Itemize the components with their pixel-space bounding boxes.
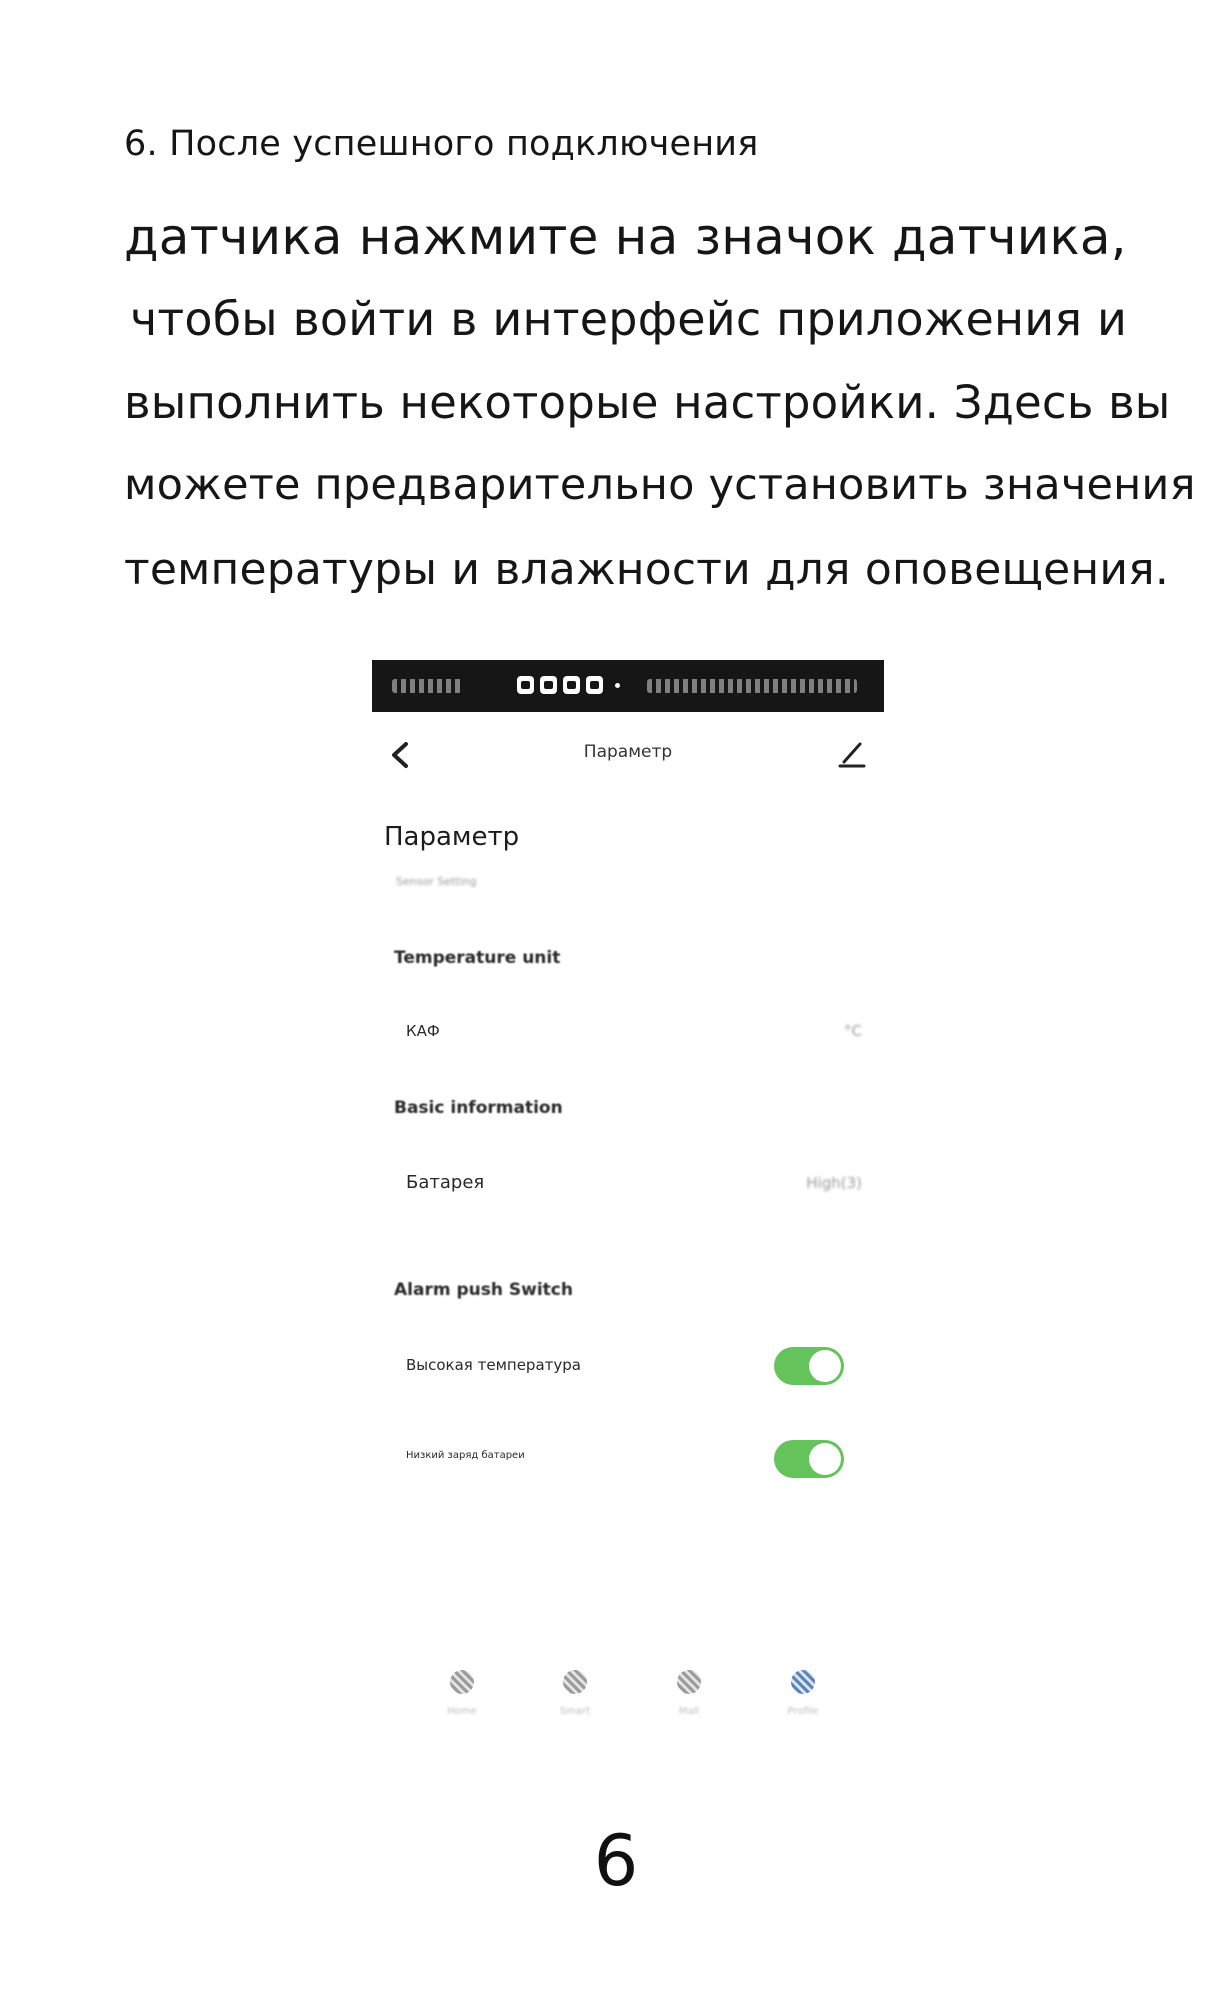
page-subtitle: Sensor Setting [396, 875, 477, 888]
section-title-alarm-push-switch: Alarm push Switch [394, 1280, 573, 1300]
page-title: Параметр [384, 822, 520, 852]
battery-label: Батарея [406, 1172, 485, 1193]
nav-title: Параметр [583, 742, 673, 762]
section-title-basic-information: Basic information [394, 1098, 563, 1118]
notification-icon [563, 676, 580, 694]
tab-home[interactable] [422, 1670, 502, 1750]
instruction-line: чтобы войти в интерфейс приложения и [130, 292, 1128, 346]
temperature-unit-label[interactable]: КАФ [406, 1022, 440, 1040]
instruction-line: температуры и влажности для оповещения. [124, 544, 1170, 595]
profile-icon [791, 1670, 815, 1694]
status-bar [372, 660, 884, 712]
tab-label: Smart [559, 1706, 591, 1717]
tab-label: Profile [787, 1706, 819, 1717]
battery-value: High(3) [806, 1174, 862, 1192]
tab-smart[interactable] [535, 1670, 615, 1750]
low-battery-toggle[interactable] [774, 1440, 844, 1478]
temperature-unit-value[interactable]: °C [844, 1022, 862, 1040]
tab-label: Mall [678, 1706, 700, 1717]
page-number: 6 [593, 1820, 639, 1902]
tab-label: Home [447, 1706, 477, 1717]
tab-profile[interactable] [763, 1670, 843, 1750]
bottom-tab-bar [372, 1670, 884, 1750]
smart-icon [563, 1670, 587, 1694]
status-bar-time [392, 679, 462, 693]
instruction-line: можете предварительно установить значения [124, 460, 1196, 510]
edit-pencil-icon[interactable] [836, 738, 868, 770]
high-temperature-label: Высокая температура [406, 1356, 581, 1374]
section-title-temperature-unit: Temperature unit [394, 948, 561, 968]
home-icon [450, 1670, 474, 1694]
notification-icon [517, 676, 534, 694]
high-temperature-toggle[interactable] [774, 1347, 844, 1385]
low-battery-label: Низкий заряд батареи [406, 1450, 525, 1461]
notification-icon [540, 676, 557, 694]
instruction-line: 6. После успешного подключения [124, 124, 759, 164]
notification-icon [586, 676, 603, 694]
status-bar-indicators [647, 679, 857, 693]
instruction-line: датчика нажмите на значок датчика, [124, 208, 1127, 266]
status-dot [615, 683, 620, 688]
tab-mall[interactable] [649, 1670, 729, 1750]
app-screenshot [372, 660, 884, 1760]
mall-icon [677, 1670, 701, 1694]
instruction-line: выполнить некоторые настройки. Здесь вы [124, 376, 1171, 429]
